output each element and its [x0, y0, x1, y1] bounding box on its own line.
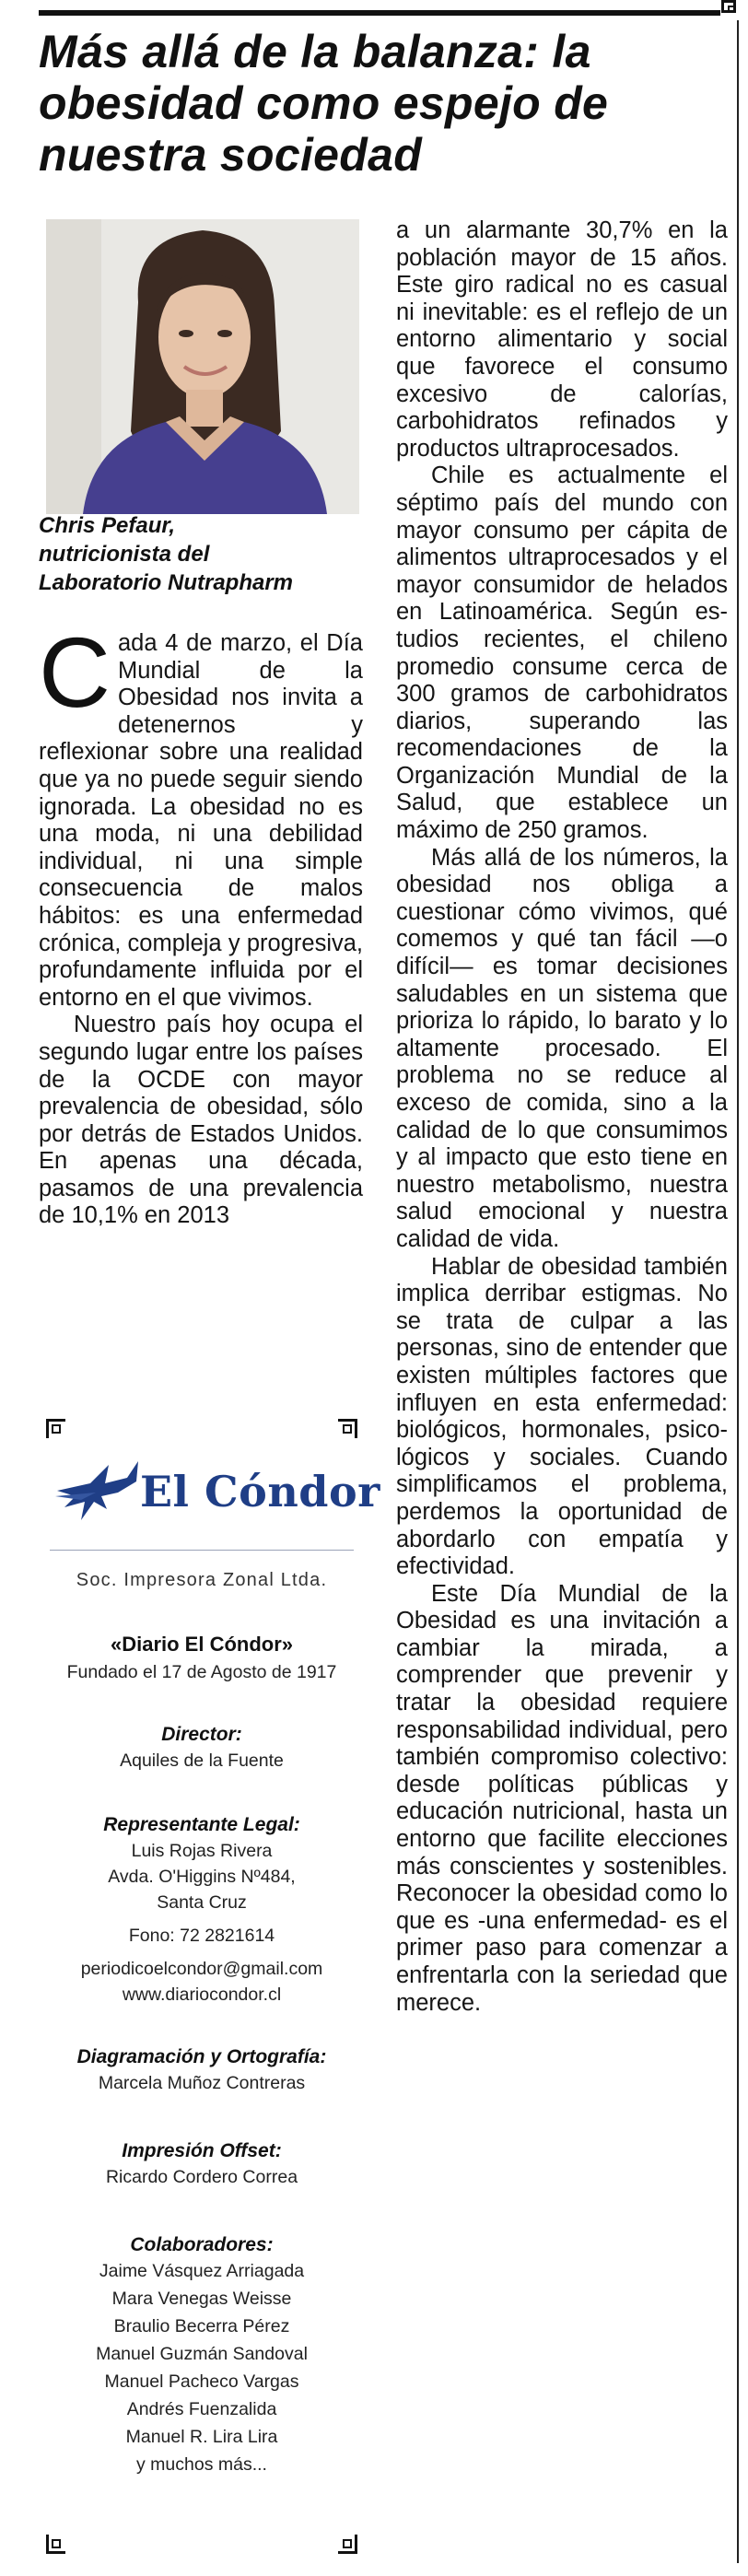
collaborator: Braulio Becerra Pérez: [113, 2316, 290, 2336]
paragraph: Chile es actualmente el séptimo país del mundo con mayor consumo per cápita de alimentos ultraprocesados y el mayor consumidor de helados en Latinoamérica. Según estudios recientes, el chileno promedio consume cerca de 300 gramos de carbohidratos diarios, superando las recomendaciones de la Organización Mundial de la Salud, que establece un máximo de 250 gramos.: [396, 463, 728, 844]
masthead-logo: [46, 1439, 380, 1540]
email-link[interactable]: periodicoelcondor@gmail.com: [80, 1959, 323, 1979]
paper-name: «Diario El Cóndor»: [110, 1633, 294, 1656]
legal-title: Representante Legal:: [103, 1814, 300, 1835]
bracket-corner-icon: [46, 1419, 65, 1438]
right-rule: [737, 20, 739, 2563]
corner-ornament-icon: [721, 0, 736, 13]
founded-line: Fundado el 17 de Agosto de 1917: [66, 1662, 337, 1682]
collaborator: Andrés Fuenzalida: [126, 2399, 277, 2419]
divider: [50, 1550, 354, 1551]
paragraph: Más allá de los números, la obesidad nos obliga a cuestionar cómo vivimos, qué comemos y qué tan fácil —o difícil— es tomar decisiones saludables en un sistema que prioriza lo rápido, lo barato y lo altamente procesado. El problema no se reduce al exceso de comida, sino a la calidad de lo que consumimos y al impacto que esto tiene en nuestro metabolismo, nuestra salud emocional y nuestra calidad de vida.: [396, 844, 728, 1252]
paragraph: Este Día Mundial de la Obesidad es una invitación a cambiar la mirada, a comprender que prevenir y tratar la obesidad requiere responsabilidad individual, pero también compromiso colectivo: desde políticas públicas y educación nutricional, hasta un entorno que facilite elecciones más conscientes y sostenibles. Reconocer la obesidad como lo que es -una enfermedad- es el primer paso para comenzar a enfrentarla con la seriedad que merece.: [396, 1580, 728, 2016]
collaborator: Manuel Guzmán Sandoval: [96, 2344, 308, 2364]
bracket-corner-icon: [46, 2535, 65, 2554]
print-title: Impresión Offset:: [122, 2140, 282, 2161]
collaborator: Jaime Vásquez Arriagada: [99, 2261, 305, 2281]
caption-name: Chris Pefaur,: [39, 513, 176, 538]
collaborator: Manuel Pacheco Vargas: [104, 2371, 299, 2392]
caption-org: Laboratorio Nutrapharm: [39, 570, 294, 595]
website-link[interactable]: www.diariocondor.cl: [122, 1985, 282, 2005]
print-name: Ricardo Cordero Correa: [105, 2167, 298, 2187]
caption-role: nutricionista del: [39, 542, 210, 567]
company-name: Soc. Impresora Zonal Ltda.: [76, 1570, 328, 1590]
headline: Más allá de la balanza: la obesidad como espejo de nuestra sociedad: [39, 26, 609, 181]
phone: Fono: 72 2821614: [128, 1926, 275, 1946]
author-photo: [46, 219, 359, 514]
director-title: Director:: [161, 1724, 242, 1745]
article-column-left: [39, 616, 363, 1230]
masthead-box: [46, 1419, 380, 2554]
bracket-corner-icon: [338, 2535, 357, 2554]
paragraph: Nuestro país hoy ocupa el segundo lugar entre los países de la OCDE con mayor prevalencia de obesidad, sólo por detrás de Estados Unidos. En apenas una década, pasamos de una prevalencia de 10,1% en 2013: [39, 1012, 363, 1229]
address: Avda. O'Higgins Nº484,: [108, 1867, 296, 1887]
paragraph: Cada 4 de marzo, el Día Mundial de la Obesidad nos invita a detenernos y reflexionar sobre una realidad que ya no puede seguir siendo ignorada. La obesidad no es una moda, ni una debilidad individual, ni una simple consecuencia de malos hábitos: es una enfermedad crónica, compleja y progresiva, profundamente influida por el entorno en el que vivimos.: [39, 616, 363, 1011]
condor-icon: [53, 1456, 144, 1529]
logo-wordmark: El Cóndor: [140, 1467, 380, 1516]
collaborator: Mara Venegas Weisse: [111, 2289, 292, 2309]
bracket-corner-icon: [338, 1419, 357, 1438]
layout-name: Marcela Muñoz Contreras: [98, 2073, 306, 2093]
layout-title: Diagramación y Ortografía:: [76, 2046, 327, 2067]
paragraph: a un alarmante 30,7% en la población mayor de 15 años. Este giro radical no es casual ni inevitable: es el reflejo de un entorno alimentario y social que favorece el consumo excesivo de calorías, carbohidratos refinados y productos ultraprocesados.: [396, 217, 728, 462]
paragraph: Hablar de obesidad también implica derribar estigmas. No se trata de culpar a las personas, sino de entender que existen múltiples factores que influyen en esta enfermedad: biológicos, hormonales, psicológicos y sociales. Cuando simplificamos el problema, perdemos la oportunidad de abordarlo con empatía y efectividad.: [396, 1253, 728, 1580]
collaborator: y muchos más...: [136, 2454, 267, 2475]
legal-name: Luis Rojas Rivera: [131, 1841, 273, 1861]
collaborator: Manuel R. Lira Lira: [125, 2427, 278, 2447]
city: Santa Cruz: [157, 1892, 247, 1913]
director-name: Aquiles de la Fuente: [120, 1751, 284, 1771]
photo-caption: [39, 511, 370, 597]
top-rule: [39, 10, 720, 16]
collab-title: Colaboradores:: [130, 2234, 274, 2255]
article-column-right: [396, 217, 728, 2017]
drop-cap: C: [39, 616, 111, 728]
